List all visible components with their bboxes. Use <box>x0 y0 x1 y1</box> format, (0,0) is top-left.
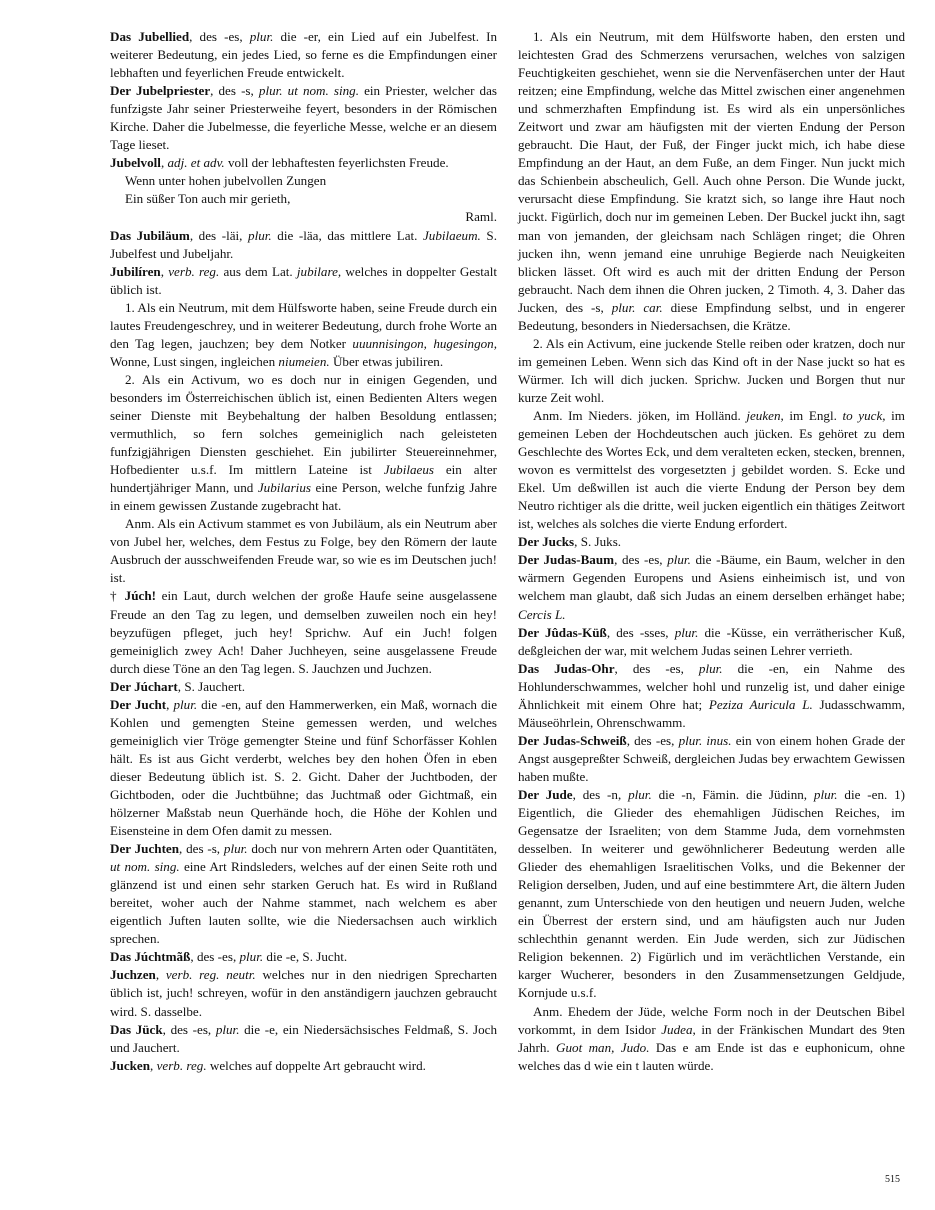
italic-text: plur. <box>248 227 272 243</box>
entry-paragraph <box>518 407 905 533</box>
entry-paragraph <box>110 371 497 515</box>
entry-text: eine Person, welche funfzig Jahre in einem gewissen Zustande zugebracht hat. <box>110 480 497 514</box>
entry-paragraph <box>518 533 905 551</box>
italic-text: plur. car. <box>611 299 663 315</box>
headword: Júch! <box>124 588 156 604</box>
entry-text: S. Jubelfest und Jubeljahr. <box>110 227 497 261</box>
entry-text: Wenn unter hohen jubelvollen Zungen <box>125 173 327 189</box>
entry-text: , des -es, <box>614 660 699 676</box>
italic-text: plur. <box>173 696 198 712</box>
entry-text: , des -es, <box>626 732 679 748</box>
italic-text: to yuck, <box>842 407 886 423</box>
italic-text: Jubilaeus <box>383 462 434 478</box>
entry-paragraph <box>110 263 497 299</box>
entry-paragraph <box>518 786 905 1003</box>
entry-paragraph <box>110 840 497 948</box>
entry-text: , <box>150 1057 157 1073</box>
headword: Das Judas-Ohr <box>518 660 615 676</box>
entry-text: Anm. Ehedem der Jüde, welche Form noch in der Deutschen Bibel vorkommt, in dem Isidor <box>518 1003 905 1037</box>
entry-text: ein von einem hohen Grade der Angst ausgepreßter Schweiß, dergleichen Judas bey erwachtem Gewissen haben mußte. <box>518 732 905 784</box>
entry-text: , <box>160 263 169 279</box>
italic-text: uuunnisingon, hugesingon, <box>352 335 497 351</box>
entry-text: Judasschwamm, Mäuseöhrlein, Ohrenschwamm. <box>518 696 905 730</box>
entry-text: die -en, auf den Hammerwerken, ein Maß, wornach die Kohlen und gemengten Steine gemessen werden, und welches gemeiniglich vier Tröge gemengter Steine und fünf Schorfässer Kohlen hält. Es ist aus Gicht verderbt, welches bey den hohen Öfen in eben dieser Bedeutung üblich ist. S. 2. Gicht. Daher der Juchtboden, der Gichtboden, oder die Juchtbühne; das Juchtmaß oder Gichtmaß, ein hölzerner Maßstab neun Querhände hoch, die Höhe der Kohlen und Eisensteine in dem Ofen damit zu messen. <box>110 696 498 839</box>
entry-text: im gemeinen Leben der Hochdeutschen auch jücken. Es gehöret zu dem Geschlechte des Wortes Eck, und dem veralteten ecken, stecken, brennen, wovon es vermittelst des vorgesetzten j gebildet worden. S. Ecke und Ekel. Um deßwillen ist auch die vierte Endung der Person bey dem Neutro richtiger als die dritte, weil jucken eigentlich ein thätiges Zeitwort ist, welches als solches die vierte Endung erfordert. <box>518 407 905 532</box>
italic-text: Cercis L. <box>518 606 566 622</box>
entry-paragraph <box>110 1057 497 1075</box>
entry-text: Wonne, Lust singen, ingleichen <box>110 353 279 369</box>
entry-text: ein alter hundertjähriger Mann, und <box>110 462 497 496</box>
entry-paragraph <box>110 1021 497 1057</box>
entry-text: in der Fränkischen Mundart des 9ten Jahrh. <box>518 1021 905 1055</box>
entry-text: die -Küsse, ein verrätherischer Kuß, deßgleichen der war, mit welchem Judas seinen Lehrer verrieth. <box>518 624 905 658</box>
italic-text: Peziza Auricula L. <box>708 696 813 712</box>
headword: Der Jucht <box>110 696 167 712</box>
italic-text: adj. et adv. <box>167 155 225 171</box>
italic-text: plur. <box>813 786 838 802</box>
headword: Juchzen <box>110 967 156 983</box>
italic-text: plur. <box>223 841 248 857</box>
entry-text: , des -läi, <box>189 227 249 243</box>
entry-text: , des -n, <box>572 786 629 802</box>
entry-text: , <box>166 696 174 712</box>
entry-paragraph <box>110 587 497 677</box>
headword: Das Júchtmãß <box>110 949 191 965</box>
headword: Das Jück <box>110 1021 163 1037</box>
entry-text: aus dem Lat. <box>219 263 297 279</box>
italic-text: plur. <box>249 29 274 44</box>
entry-text: , des -es, <box>190 949 240 965</box>
verse-line <box>110 172 497 190</box>
italic-text: Jubilarius <box>257 480 311 496</box>
headword: Der Juchten <box>110 841 180 857</box>
entry-text: 1. Als ein Neutrum, mit dem Hülfsworte haben, seine Freude durch ein lautes Freudengeschrey, und in weiterer Bedeutung, durch frohe Worte an den Tag legen, jauchzen; bey dem Notker <box>110 299 497 351</box>
headword: Der Jubelpriester <box>110 83 211 99</box>
entry-paragraph <box>110 154 497 172</box>
entry-text: welches auf doppelte Art gebraucht wird. <box>206 1057 426 1073</box>
entry-text: die -er, ein Lied auf ein Jubelfest. In weiterer Bedeutung, ein jedes Lied, so ferne es die Empfindungen einer lebhaften und feyerlichen Freude entwickelt. <box>110 29 497 81</box>
entry-paragraph <box>110 515 497 587</box>
entry-text: ein Priester, welcher das funfzigste Jahr seiner Priesterweihe feyert, besonders in der Römischen Kirche. Daher die Jubelmesse, die feyerliche Messe, welche er an diesem Tage lieset. <box>110 83 498 153</box>
entry-paragraph <box>110 948 497 966</box>
italic-text: plur. <box>628 786 652 802</box>
entry-text: Ein süßer Ton auch mir gerieth, <box>125 191 291 207</box>
entry-paragraph <box>110 82 497 154</box>
entry-text: Das e am Ende ist das e euphonicum, ohne welches das d wie ein t lauten würde. <box>518 1039 905 1073</box>
italic-text: plur. ut nom. sing. <box>258 83 359 99</box>
italic-text: plur. inus. <box>678 732 732 748</box>
entry-paragraph <box>110 678 497 696</box>
left-column <box>110 28 497 1075</box>
entry-text: , des -s, <box>210 83 259 99</box>
entry-text: Über etwas jubiliren. <box>329 353 444 369</box>
entry-text: die -e, S. Jucht. <box>263 949 348 965</box>
right-column <box>518 28 905 1075</box>
entry-text: im Engl. <box>783 407 843 423</box>
italic-text: plur. <box>698 660 723 676</box>
entry-text: 2. Als ein Activum, eine juckende Stelle reiben oder kratzen, doch nur im gemeinen Leben. Wenn sich das Kind oft in der Nase juckt so hat es Würmer. Ich will dich jucken. Sprichw. Jucken und Borgen thut nur kurze Zeit wohl. <box>518 335 905 405</box>
entry-paragraph <box>518 551 905 623</box>
entry-text: † <box>110 588 125 604</box>
italic-text: verb. reg. neutr. <box>165 967 256 983</box>
entry-text: , S. Juks. <box>574 534 622 550</box>
entry-text: welches in doppelter Gestalt üblich ist. <box>110 263 498 297</box>
entry-text: , des -sses, <box>606 624 675 640</box>
page-number: 515 <box>885 1174 900 1185</box>
italic-text: Guot man, Judo. <box>556 1039 650 1055</box>
verse-line <box>110 190 497 208</box>
headword: Der Judas-Baum <box>518 552 615 568</box>
italic-text: Judea, <box>661 1021 696 1037</box>
entry-paragraph <box>110 28 497 82</box>
entry-text: die -Bäume, ein Baum, welcher in den wärmern Gegenden Europens und Asiens einheimisch ist, und von welchem man glaubt, daß sich Judas an einem derselben erhänget habe; <box>518 552 906 604</box>
italic-text: ut nom. sing. <box>110 859 180 875</box>
entry-text: , des -es, <box>614 552 668 568</box>
italic-text: verb. reg. <box>168 263 220 279</box>
headword: Jubelvoll <box>110 155 161 171</box>
entry-text: diese Empfindung selbst, und in engerer Bedeutung, besonders in Niedersachsen, die Krätze. <box>518 299 906 333</box>
headword: Der Jûdas-Küß <box>518 624 607 640</box>
headword: Der Jude <box>518 786 573 802</box>
entry-paragraph <box>110 227 497 263</box>
headword: Jubilíren <box>110 263 161 279</box>
headword: Das Jubellied <box>110 29 190 44</box>
entry-text: , <box>160 155 168 171</box>
italic-text: plur. <box>674 624 699 640</box>
entry-paragraph <box>518 1003 905 1075</box>
entry-paragraph <box>518 660 905 732</box>
headword: Der Júchart <box>110 678 178 694</box>
italic-text: jeuken, <box>746 407 784 423</box>
headword: Das Jubiläum <box>110 227 190 243</box>
entry-text: doch nur von mehrern Arten oder Quantitäten, <box>247 841 498 857</box>
entry-text: die -en. 1) Eigentlich, die Glieder des ehemahligen Jüdischen Reiches, im Gegensatze der Israeliten; von dem Stamme Juda, dem vornehmsten desselben. In weiterer und gewöhnlicherer Bedeutung werden alle Glieder des ehemahligen Israelitischen Volks, und die Bekenner der Religion derselben, Juden, und auf eine bestimmtere Art, die ältern Juden genannt, zum Unterschiede von den heutigen und neuern Juden, welche ein Überrest der erstern sind, und am häufigsten auch nur Juden schlechthin genannt werden. Ein Jude werden, sich zur Jüdischen Religion bekennen. 2) Figürlich und im verächtlichen Verstande, ein karger Wucherer, besonders in den Zusammensetzungen Geldjude, Kornjude u.s.f. <box>518 786 906 1001</box>
entry-text: eine Art Rindsleders, welches auf der einen Seite roth und glänzend ist und einen sehr starken Geruch hat. Es wird in Rußland bereitet, woher auch der Nahme stammet, nach welchem es aber eigentlich Juften lauten sollte, wie die Niedersachsen auch wirklich sprechen. <box>110 859 497 947</box>
entry-text: Anm. Im Nieders. jöken, im Holländ. <box>533 407 747 423</box>
entry-text: ein Laut, durch welchen der große Haufe seine ausgelassene Freude an den Tag zu legen, und demselben zuweilen noch ein hey! beyzufügen pfleget, juch hey! Sprichw. Auf ein Juch! folgen gemeiniglich zwey Ach! Daher Juchheyen, seine ausgelassene Freude durch diese Töne an den Tag legen. S. Jauchzen und Juchzen. <box>110 588 497 676</box>
headword: Jucken <box>110 1057 151 1073</box>
headword: Der Jucks <box>518 534 575 550</box>
entry-paragraph <box>518 624 905 660</box>
entry-paragraph <box>518 28 905 335</box>
entry-paragraph <box>518 732 905 786</box>
entry-paragraph <box>110 696 497 840</box>
entry-text: die -n, Fämin. die Jüdinn, <box>651 786 814 802</box>
entry-paragraph <box>110 299 497 371</box>
entry-text: , des -es, <box>162 1021 216 1037</box>
italic-text: jubilare, <box>296 263 342 279</box>
italic-text: niumeien. <box>278 353 330 369</box>
entry-text: , des -es, <box>189 29 250 44</box>
italic-text: plur. <box>667 552 691 568</box>
entry-text: welches nur in den niedrigen Sprecharten üblich ist, juch! schreyen, wofür in den anständigern jauchzen gebraucht wird. S. dasselbe. <box>110 967 497 1019</box>
italic-text: plur. <box>239 949 264 965</box>
entry-text: die -e, ein Niedersächsisches Feldmaß, S. Joch und Jauchert. <box>110 1021 497 1055</box>
entry-paragraph <box>518 335 905 407</box>
headword: Der Judas-Schweiß <box>518 732 627 748</box>
italic-text: verb. reg. <box>156 1057 207 1073</box>
italic-text: plur. <box>215 1021 240 1037</box>
entry-text: , des -s, <box>179 841 224 857</box>
entry-text: Raml. <box>465 209 497 225</box>
entry-text: voll der lebhaftesten feyerlichsten Freude. <box>224 155 449 171</box>
entry-paragraph <box>110 966 497 1020</box>
entry-text: , <box>155 967 166 983</box>
entry-text: die -en, ein Nahme des Hohlunderschwammes, welcher hohl und runzelig ist, und daher einige Ähnlichkeit mit einem Ohre hat; <box>518 660 906 712</box>
entry-text: , S. Jauchert. <box>177 678 246 694</box>
attribution <box>110 208 497 226</box>
italic-text: Jubilaeum. <box>423 227 481 243</box>
entry-text: Anm. Als ein Activum stammet es von Jubiläum, als ein Neutrum aber von Jubel her, welches, dem Festus zu Folge, bey den Römern der laute Ausbruch der ausschweifenden Freude war, so wie es im Deutschen juch! ist. <box>110 516 497 586</box>
entry-text: 1. Als ein Neutrum, mit dem Hülfsworte haben, den ersten und leichtesten Grad des Schmerzens verursachen, welches von salzigen Feuchtigkeiten geschiehet, wenn sie die Nervenfäserchen unter der Haut reitzen; eine Empfindung, welche das Mittel zwischen einer angenehmen und schmerzhaften Empfindung ist. Es wird als ein unpersönliches Zeitwort und zwar am häufigsten mit der vierten Endung der Person gebraucht. Die Haut, der Fuß, der Finger juckt mich, ich habe diese Empfindung an der Haut, an dem Fuße, an dem Finger. Nun juckt mich das Schienbein abscheulich, Gell. Auch ohne Person. Die Wunde juckt, verursacht diese Empfindung. Sie kratzt sich, so lange ihre Haut noch juckt. Figürlich, doch nur im gemeinen Leben. Der Buckel juckt ihn, sagt man von jemanden, der gleichsam nach Schlägen ringet; die Ohren jucken ihn, wenn jemand eine unruhige Begierde nach Neuigkeiten blicken lässet. Oft wird es auch mit der dritten Endung der Person gebraucht. Nach dem ihnen die Ohren jucken, 2 Timoth. 4, 3. Daher das Jucken, des -s, <box>518 29 905 315</box>
entry-text: die -läa, das mittlere Lat. <box>271 227 423 243</box>
entry-text: 2. Als ein Activum, wo es doch nur in einigen Gegenden, und besonders im Österreichischen üblich ist, einen Bedienten Alters wegen seiner Dienste mit Beybehaltung der halben Besoldung entlassen; vermuthlich, so fern solches gemeiniglich nach geleisteten funfzigjährigen Diensten geschiehet. Ein jubilirter Steuereinnehmer, Hofbedienter u.s.f. Im mittlern Lateine ist <box>110 371 497 478</box>
